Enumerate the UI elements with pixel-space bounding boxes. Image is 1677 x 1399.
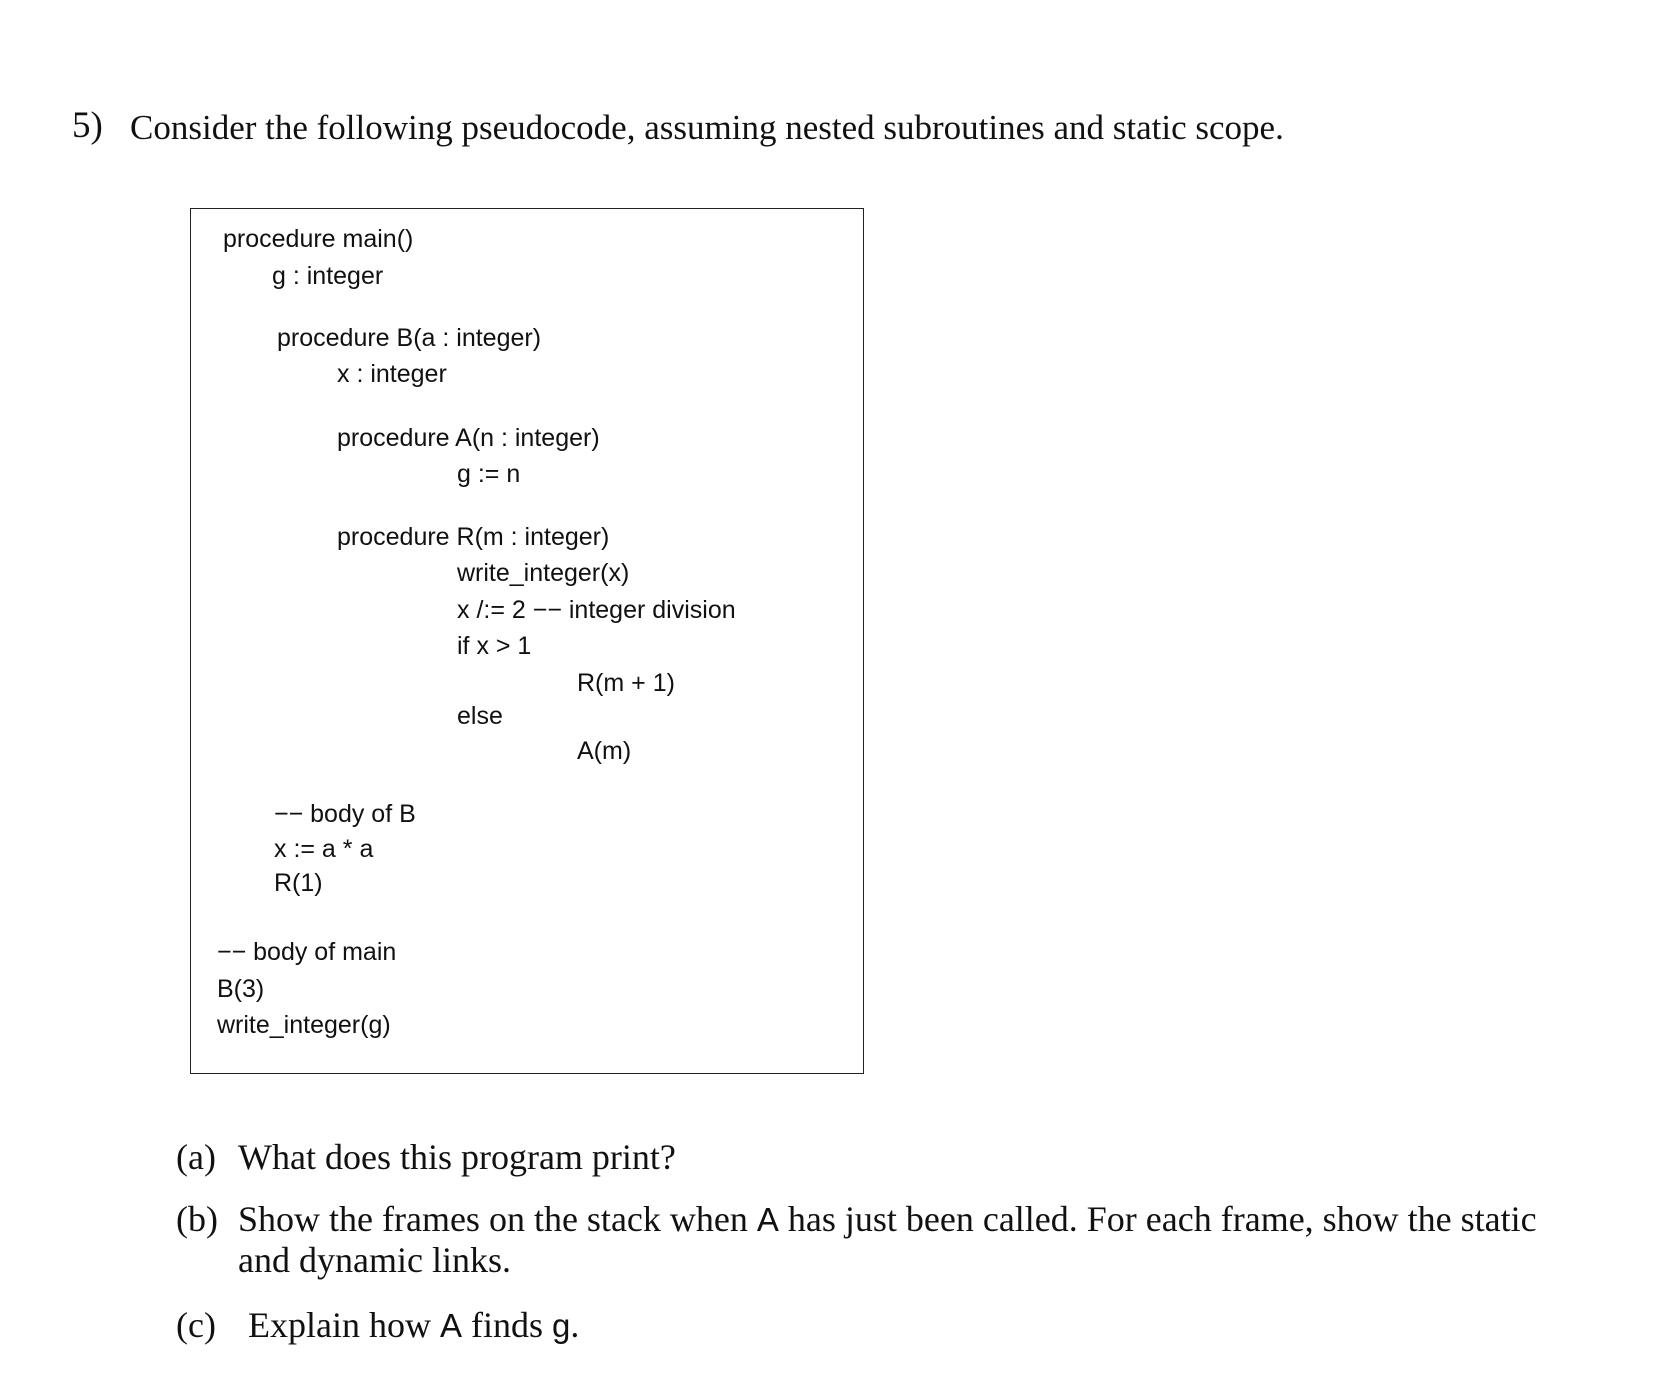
code-line-a-call: A(m) (577, 737, 632, 765)
subquestion-b-inline-code: A (756, 1201, 779, 1239)
code-line-recursive-call: R(m + 1) (577, 669, 675, 697)
code-line-x-assign: x := a * a (274, 835, 374, 863)
code-line-if: if x > 1 (457, 632, 532, 660)
subquestion-c-inline-code2: g (552, 1307, 571, 1345)
code-line-x-decl: x : integer (337, 360, 447, 388)
code-line-x-divide: x /:= 2 −− integer division (457, 596, 736, 624)
code-line-g-assign: g := n (457, 460, 521, 488)
subquestion-b-text-line2: and dynamic links. (238, 1240, 511, 1281)
subquestion-b-text-post: has just been called. For each frame, show the static (778, 1199, 1537, 1240)
code-line-r-call: R(1) (274, 869, 323, 897)
subquestion-c-inline-code: A (439, 1307, 462, 1345)
subquestion-c-label: (c) (176, 1305, 216, 1346)
code-line-r-header: procedure R(m : integer) (337, 523, 610, 551)
question-number: 5) (72, 105, 103, 146)
code-line-write-x: write_integer(x) (457, 559, 630, 587)
code-line-b-header: procedure B(a : integer) (277, 324, 542, 352)
code-line-body-main-comment: −− body of main (217, 938, 397, 966)
code-line-g-decl: g : integer (272, 262, 384, 290)
subquestion-c-text-mid: finds (462, 1305, 552, 1346)
question-text: Consider the following pseudocode, assuming nested subroutines and static scope. (130, 108, 1284, 147)
subquestion-a-label: (a) (176, 1137, 216, 1178)
subquestion-a-text: What does this program print? (238, 1137, 676, 1178)
code-line-else: else (457, 702, 503, 730)
code-line-b-call: B(3) (217, 975, 265, 1003)
subquestion-c (158, 1264, 579, 1347)
subquestion-b-label: (b) (176, 1199, 218, 1240)
code-line-a-header: procedure A(n : integer) (337, 424, 600, 452)
code-line-body-b-comment: −− body of B (274, 800, 416, 828)
subquestion-b-text-pre: Show the frames on the stack when (238, 1199, 757, 1240)
code-line-write-g: write_integer(g) (217, 1011, 391, 1039)
pseudocode-box (190, 208, 864, 1074)
subquestion-c-text-post: . (570, 1305, 580, 1346)
code-line-main-header: procedure main() (223, 225, 414, 253)
subquestion-c-text-pre: Explain how (248, 1305, 440, 1346)
